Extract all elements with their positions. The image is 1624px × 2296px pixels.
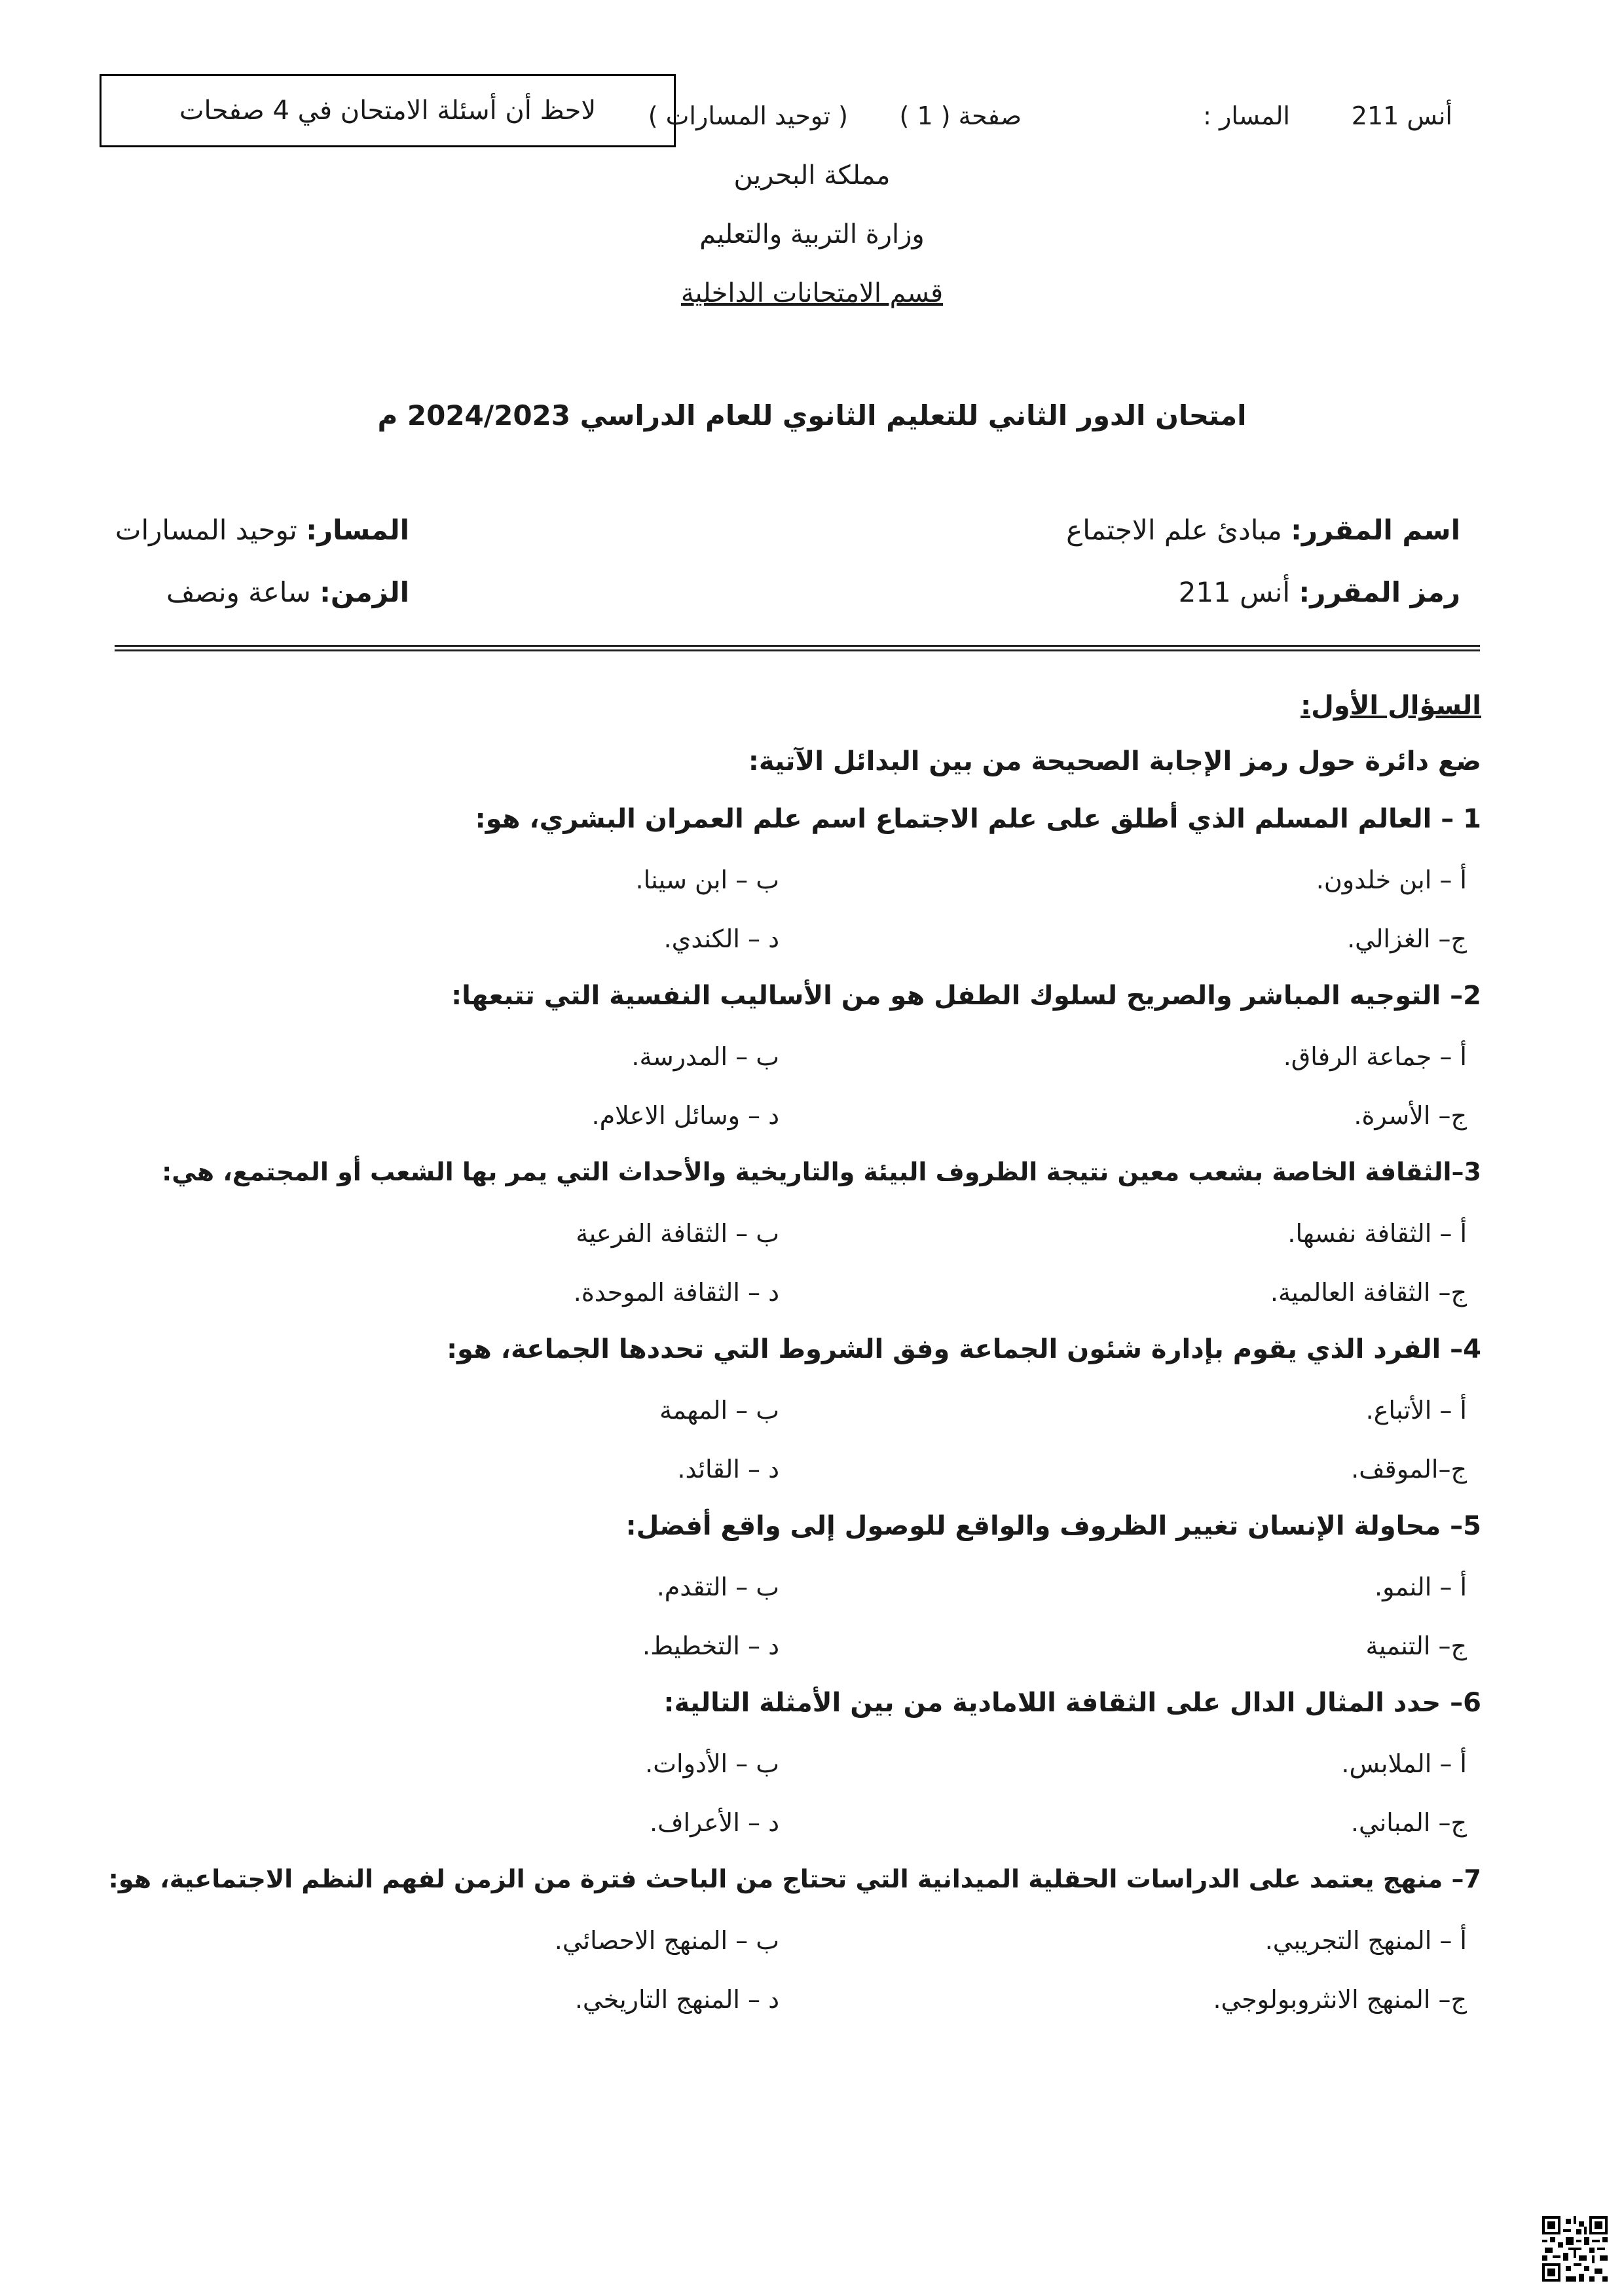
question-7-option-a: أ – المنهج التجريبي. [1264, 1926, 1467, 1955]
question-4-stem: 4– الفرد الذي يقوم بإدارة شئون الجماعة وفق الشروط التي تحددها الجماعة، هو: [447, 1334, 1481, 1364]
question-1-option-d: د – الكندي. [663, 924, 779, 953]
question-1-option-a: أ – ابن خلدون. [1316, 866, 1467, 894]
question-4-option-d: د – القائد. [677, 1455, 779, 1484]
question-1-option-c: ج– الغزالي. [1347, 924, 1467, 953]
question-5-stem: 5– محاولة الإنسان تغيير الظروف والواقع للوصول إلى واقع أفضل: [625, 1511, 1481, 1541]
course-name [1066, 514, 1460, 546]
ministry-name: وزارة التربية والتعليم [699, 219, 925, 249]
question-3-option-a: أ – الثقافة نفسها. [1287, 1219, 1467, 1248]
exam-title: امتحان الدور الثاني للتعليم الثانوي للعام الدراسي 2024/2023 م [377, 399, 1247, 431]
separator-line [115, 645, 1480, 651]
question-1-stem: 1 – العالم المسلم الذي أطلق على علم الاجتماع اسم علم العمران البشري، هو: [475, 804, 1481, 834]
question-2-option-a: أ – جماعة الرفاق. [1283, 1042, 1467, 1071]
question-5-option-d: د – التخطيط. [642, 1631, 779, 1660]
track-short: ( توحيد المسارات ) [648, 101, 848, 130]
question-6-option-a: أ – الملابس. [1341, 1749, 1467, 1778]
question-2-stem: 2– التوجيه المباشر والصريح لسلوك الطفل هو من الأساليب النفسية التي تتبعها: [451, 981, 1481, 1011]
exam-time [166, 576, 409, 608]
course-track-label: المسار: [306, 514, 409, 546]
question-3-option-c: ج– الثقافة العالمية. [1270, 1278, 1467, 1307]
course-name-label: اسم المقرر: [1291, 514, 1460, 546]
course-code-value: أنس 211 [1178, 576, 1291, 608]
question-2-option-b: ب – المدرسة. [631, 1042, 779, 1071]
qr-code-icon [1542, 2216, 1608, 2282]
question-5-option-c: ج– التنمية [1365, 1631, 1467, 1660]
question-7-option-c: ج– المنهج الانثروبولوجي. [1213, 1985, 1467, 2014]
question-6-option-c: ج– المباني. [1350, 1808, 1467, 1837]
question-1-option-b: ب – ابن سينا. [635, 866, 779, 894]
question-2-option-c: ج– الأسرة. [1354, 1101, 1467, 1130]
department-name: قسم الامتحانات الداخلية [680, 278, 944, 308]
course-name-value: مبادئ علم الاجتماع [1066, 514, 1282, 546]
course-track [115, 514, 409, 546]
page-count-notice [100, 74, 676, 147]
course-code-label: رمز المقرر: [1299, 576, 1460, 608]
question-4-option-c: ج–الموقف. [1351, 1455, 1467, 1484]
course-track-value: توحيد المسارات [115, 514, 297, 546]
track-short-label: المسار : [1203, 101, 1290, 130]
question-6-option-d: د – الأعراف. [650, 1808, 779, 1837]
question-5-option-a: أ – النمو. [1375, 1573, 1467, 1601]
question-3-stem: 3–الثقافة الخاصة بشعب معين نتيجة الظروف البيئة والتاريخية والأحداث التي يمر بها الشعب أو المجتمع، هي: [162, 1157, 1481, 1186]
page-count-notice-text: لاحظ أن أسئلة الامتحان في 4 صفحات [179, 96, 597, 126]
question-2-option-d: د – وسائل الاعلام. [591, 1101, 779, 1130]
kingdom-name: مملكة البحرين [733, 160, 891, 191]
question-7-stem: 7– منهج يعتمد على الدراسات الحقلية الميدانية التي تحتاج من الباحث فترة من الزمن لفهم النظم الاجتماعية، هو: [108, 1865, 1481, 1893]
question-one-instruction: ضع دائرة حول رمز الإجابة الصحيحة من بين البدائل الآتية: [748, 746, 1481, 776]
question-4-option-b: ب – المهمة [659, 1396, 779, 1425]
page-number: صفحة ( 1 ) [899, 101, 1022, 130]
question-6-option-b: ب – الأدوات. [645, 1749, 779, 1778]
question-5-option-b: ب – التقدم. [656, 1573, 779, 1601]
exam-time-label: الزمن: [320, 576, 409, 608]
course-code [1179, 576, 1460, 608]
question-one-heading: السؤال الأول: [1301, 691, 1481, 721]
question-6-stem: 6– حدد المثال الدال على الثقافة اللامادية من بين الأمثلة التالية: [663, 1688, 1481, 1718]
question-7-option-b: ب – المنهج الاحصائي. [554, 1926, 779, 1955]
question-7-option-d: د – المنهج التاريخي. [574, 1985, 779, 2014]
question-3-option-d: د – الثقافة الموحدة. [573, 1278, 779, 1307]
exam-time-value: ساعة ونصف [166, 576, 311, 608]
course-code-short: أنس 211 [1351, 101, 1452, 130]
question-4-option-a: أ – الأتباع. [1365, 1396, 1467, 1425]
question-3-option-b: ب – الثقافة الفرعية [576, 1219, 779, 1248]
